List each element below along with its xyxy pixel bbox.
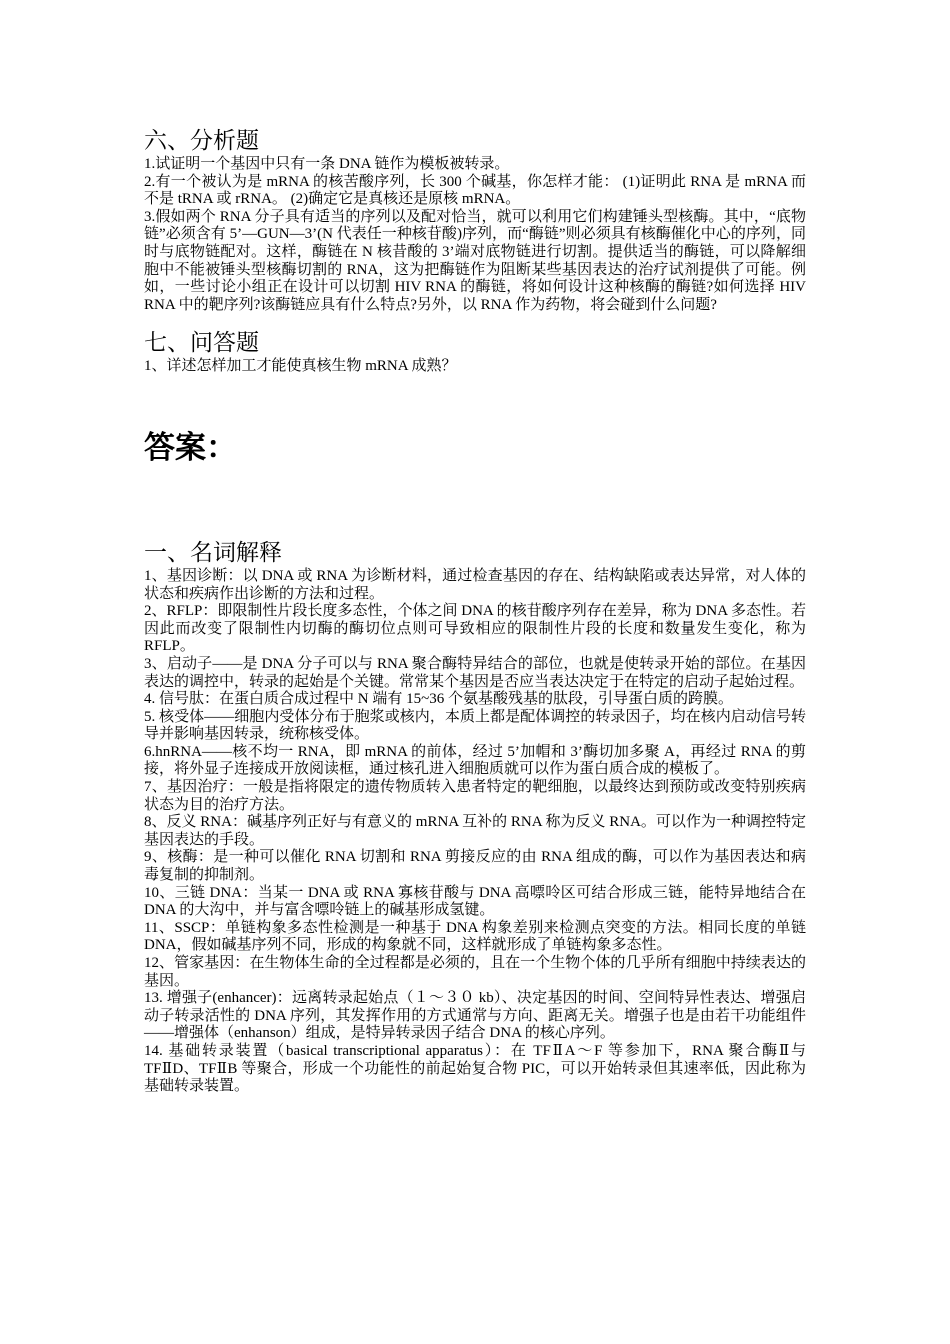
section-7-item-1: 1、详述怎样加工才能使真核生物 mRNA 成熟？ bbox=[144, 358, 457, 375]
section-6-item-3: 3.假如两个 RNA 分子具有适当的序列以及配对恰当，就可以利用它们构建锤头型核酶。其中，“底物链”必须含有 5’—GUN—3’(N 代表任一种核苷酸)序列，而“酶链”则必须具有核酶催化中心的序列，同时与底物链配对。这样，酶链在 N 核昔酸的 3’端对底物链进行切割。提供适当的酶链，可以降解细胞中不能被锤头型核酶切割的 RNA，这为把酶链作为阻断某些基因表达的治疗试剂提供了可能。例如，一些讨论小组正在设计可以切割 HIV RNA 的酶链，将如何设计这种核酶的酶链?如何选择 HIV RNA 中的靶序列?该酶链应具有什么特点?另外，以 RNA 作为药物，将会碰到什么问题? bbox=[144, 208, 806, 313]
term-item-3: 3、启动子——是 DNA 分子可以与 RNA 聚合酶特异结合的部位，也就是使转录开始的部位。在基因表达的调控中，转录的起始是个关键。常常某个基因是否应当表达决定于在特定的启动子起始过程。 bbox=[144, 655, 806, 690]
answers-heading: 答案： bbox=[144, 429, 237, 466]
section-1-title: 一、名词解释 bbox=[144, 539, 282, 566]
section-7-title: 七、问答题 bbox=[144, 330, 259, 357]
term-item-10: 10、三链 DNA：当某一 DNA 或 RNA 寡核苷酸与 DNA 高嘌呤区可结合形成三链，能特异地结合在 DNA 的大沟中，并与富含嘌呤链上的碱基形成氢键。 bbox=[144, 884, 806, 919]
section-6-item-2: 2.有一个被认为是 mRNA 的核苦酸序列，长 300 个碱基，你怎样才能： (1)证明此 RNA 是 mRNA 而不是 tRNA 或 rRNA。 (2)确定它是真核还是原核 mRNA。 bbox=[144, 173, 806, 208]
term-item-7: 7、基因治疗：一般是指将限定的遗传物质转入患者特定的靶细胞，以最终达到预防或改变特别疾病状态为目的治疗方法。 bbox=[144, 779, 806, 813]
term-item-4: 4. 信号肽：在蛋白质合成过程中 N 端有 15~36 个氨基酸残基的肽段，引导蛋白质的跨膜。 bbox=[144, 691, 733, 708]
term-item-5: 5. 核受体——细胞内受体分布于胞浆或核内，本质上都是配体调控的转录因子，均在核内启动信号转导并影响基因转录，统称核受体。 bbox=[144, 708, 806, 743]
term-item-11: 11、SSCP：单链构象多态性检测是一种基于 DNA 构象差别来检测点突变的方法。相同长度的单链 DNA，假如碱基序列不同，形成的构象就不同，这样就形成了单链构象多态性。 bbox=[144, 919, 806, 954]
section-6-item-1: 1.试证明一个基因中只有一条 DNA 链作为模板被转录。 bbox=[144, 156, 510, 172]
term-item-12: 12、管家基因：在生物体生命的全过程都是必须的，且在一个生物个体的几乎所有细胞中持续表达的基因。 bbox=[144, 955, 806, 989]
term-item-1: 1、基因诊断：以 DNA 或 RNA 为诊断材料，通过检查基因的存在、结构缺陷或表达异常，对人体的状态和疾病作出诊断的方法和过程。 bbox=[144, 567, 806, 602]
section-6-title: 六、分析题 bbox=[144, 128, 259, 154]
term-item-6: 6.hnRNA——核不均一 RNA，即 mRNA 的前体，经过 5’加帽和 3’酶切加多聚 A，再经过 RNA 的剪接，将外显子连接成开放阅读框，通过核孔进入细胞质就可以作为蛋白质合成的模板了。 bbox=[144, 743, 806, 778]
term-item-2: 2、RFLP：即限制性片段长度多态性，个体之间 DNA 的核苷酸序列存在差异，称为 DNA 多态性。若因此而改变了限制性内切酶的酶切位点则可导致相应的限制性片段的长度和数量发生变化，称为 RFLP。 bbox=[144, 603, 806, 655]
document-page bbox=[144, 124, 806, 1096]
term-item-9: 9、核酶：是一种可以催化 RNA 切割和 RNA 剪接反应的由 RNA 组成的酶，可以作为基因表达和病毒复制的抑制剂。 bbox=[144, 849, 806, 884]
term-item-14: 14. 基础转录装置（basical transcriptional apparatus）：在 TFⅡA～F 等参加下，RNA 聚合酶Ⅱ与 TFⅡD、TFⅡB 等聚合，形成一个功能性的前起始复合物 PIC，可以开始转录但其速率低，因此称为基础转录装置。 bbox=[144, 1042, 806, 1095]
term-item-8: 8、反义 RNA：碱基序列正好与有意义的 mRNA 互补的 RNA 称为反义 RNA。可以作为一种调控特定基因表达的手段。 bbox=[144, 814, 806, 848]
term-item-13: 13. 增强子(enhancer)：远离转录起始点（１～３０ kb）、决定基因的时间、空间特异性表达、增强启动子转录活性的 DNA 序列，其发挥作用的方式通常与方向、距离无关。增强子也是由若干功能组件——增强体（enhanson）组成，是特异转录因子结合 DNA 的核心序列。 bbox=[144, 990, 806, 1042]
